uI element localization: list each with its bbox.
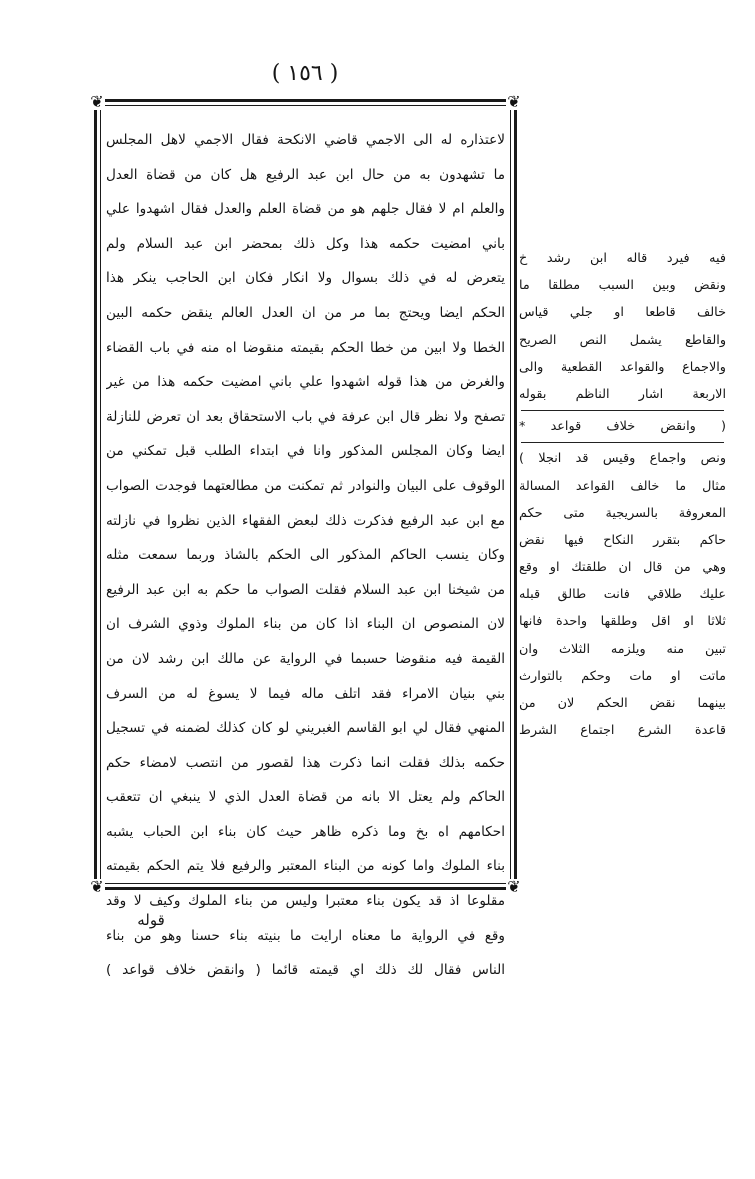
main-text-line: ايضا وكان المجلس المذكور وانا في ابتداء الطلب قبل تمكني من bbox=[106, 443, 505, 460]
margin-text-line: وهي من قال ان طلقتك او وقع bbox=[519, 560, 726, 576]
margin-text-line: بينهما نقض الحكم لان من bbox=[519, 696, 726, 711]
margin-text-line: ثلاثا او اقل وطلقها واحدة فانها bbox=[519, 614, 726, 630]
main-text-line: من شيخنا ابن عبد السلام فقلت الصواب ما حكم به ابن عبد الرفيع bbox=[106, 581, 505, 598]
margin-text-line: والقاطع يشمل النص الصريح bbox=[519, 332, 726, 348]
marginal-commentary bbox=[519, 245, 726, 744]
main-text-line: وكان ينسب الحاكم المذكور الى الحكم بالشاذ وربما سمعت مثله bbox=[106, 547, 505, 564]
margin-text-line: قاعدة الشرع اجتماع الشرط bbox=[519, 723, 726, 739]
main-text-line: الوقوف على البيان والنوادر ثم تمكنت من مطالعتهما فوجدت الصواب bbox=[106, 477, 505, 494]
margin-verse-line: ( وانقض خلاف قواعد * bbox=[519, 419, 726, 435]
margin-text-line: عليك طلاقي فانت طالق قبله bbox=[519, 587, 726, 603]
verse-divider-top bbox=[521, 410, 724, 411]
main-text-line: ما تشهدون به من حال ابن عبد الرفيع هل كان من قضاة العدل bbox=[106, 166, 505, 183]
main-text-line: لان المنصوص ان البناء اذا كان من بناء الملوك وذوي الشرف ان bbox=[106, 616, 505, 633]
margin-text-line: ونقض وبين السبب مطلقا ما bbox=[519, 278, 726, 294]
frame-border-left bbox=[94, 97, 97, 892]
main-text-line: يتعرض له في ذلك بسوال ولا انكار فكان ابن الحاجب ينكر هذا bbox=[106, 270, 505, 287]
main-text-line: بني بنيان الامراء فقد اتلف ماله فيما لا يسوغ له من السرف bbox=[106, 685, 505, 702]
main-text-line: مقلوعا اذ قد يكون بناء معتبرا وليس من بناء الملوك وكيف لا وقد bbox=[106, 893, 505, 910]
margin-text-line: فيه فيرد قاله ابن رشد خ bbox=[519, 251, 726, 266]
verse-divider-bottom bbox=[521, 442, 724, 443]
main-text-line: والعلم ام لا فقال جلهم هو من قضاة العلم والعدل فقال اشهدوا علي bbox=[106, 201, 505, 218]
main-text-line: الحاكم ولم يعتل الا بانه من قضاة العدل الذي لا ينبغي ان تتعقب bbox=[106, 789, 505, 806]
main-text-line: باني امضيت حكمه هذا وكل ذلك بمحضر ابن عبد السلام ولم bbox=[106, 235, 505, 252]
frame-border-right bbox=[514, 97, 517, 892]
margin-verse-line: ونص واجماع وقيس قد انجلا ) bbox=[519, 451, 726, 467]
main-text-line: الحكم ايضا ويحتج بما مر من ان العدل العالم ينقض حكمه البين bbox=[106, 304, 505, 321]
main-text-line: والغرض من هذا قوله اشهدوا علي باني امضيت حكمه هذا من غير bbox=[106, 374, 505, 391]
margin-text-line: حاكم بتقرر النكاح فيها نقض bbox=[519, 532, 726, 548]
margin-text-line: والاجماع والقواعد القطعية والى bbox=[519, 359, 726, 375]
frame-border-top bbox=[92, 99, 519, 102]
margin-text-line: مثال ما خالف القواعد المسالة bbox=[519, 478, 726, 494]
frame-corner-ornament: ❦ bbox=[507, 877, 521, 896]
main-text-line: تصفح ولا نظر قال ابن عرفة في باب الاستحقاق بعد ان تعرض للنازلة bbox=[106, 408, 505, 425]
main-text-line: الخطا ولا ابين من خطا الحكم بقيمته منقوضا اه منه في باب القضاء bbox=[106, 339, 505, 356]
margin-text-line: خالف قاطعا او جلي قياس bbox=[519, 305, 726, 321]
main-text-line: المنهي فقال لي ابو القاسم الغبريني لو كان كذلك لضمنه في تسجيل bbox=[106, 720, 505, 737]
text-frame bbox=[90, 92, 521, 979]
frame-border-top-inner bbox=[98, 105, 513, 106]
page-number: ( ١٥٦ ) bbox=[271, 61, 339, 86]
main-text-line: لاعتذاره له الى الاجمي قاضي الانكحة فقال الاجمي لاهل المجلس bbox=[106, 132, 505, 148]
margin-text-line: تبين منه ويلزمه الثلاث وان bbox=[519, 641, 726, 657]
main-text-line: الناس فقال لك ذلك اي قيمته قائما ( وانقض خلاف قواعد ) bbox=[106, 962, 505, 979]
main-text-line: حكمه بذلك فقلت انما ذكرت هذا لقصور من انتصب لامضاء حكم bbox=[106, 754, 505, 771]
main-text-line: القيمة فيه منقوضا حسبما في الرواية عن مالك ابن رشد لان من bbox=[106, 650, 505, 667]
margin-text-line: المعروفة بالسريجية متى حكم bbox=[519, 505, 726, 521]
frame-border-left-inner bbox=[100, 103, 101, 886]
frame-corner-ornament: ❦ bbox=[90, 877, 104, 896]
main-text-line: مع ابن عبد الرفيع فذكرت ذلك لبعض الفقهاء الذين نظروا في نازلته bbox=[106, 512, 505, 529]
margin-text-line: الاربعة اشار الناظم بقوله bbox=[519, 386, 726, 402]
margin-text-line: ماتت او مات وحكم بالتوارث bbox=[519, 668, 726, 684]
main-text-line: احكامهم اه بخ وما ذكره ظاهر حيث كان بناء ابن الحباب يشبه bbox=[106, 823, 505, 840]
frame-corner-ornament: ❦ bbox=[507, 92, 521, 111]
catchword: قوله bbox=[137, 911, 165, 929]
main-text-line: وقع في الرواية ما معناه ارايت ما بنيته بناء حسنا وهو من بناء bbox=[106, 927, 505, 944]
main-text-block bbox=[106, 123, 505, 988]
frame-corner-ornament: ❦ bbox=[90, 92, 104, 111]
main-text-line: بناء الملوك واما كونه من البناء المعتبر والرفيع فلا يتم الحكم بقيمته bbox=[106, 858, 505, 875]
frame-border-right-inner bbox=[510, 103, 511, 886]
